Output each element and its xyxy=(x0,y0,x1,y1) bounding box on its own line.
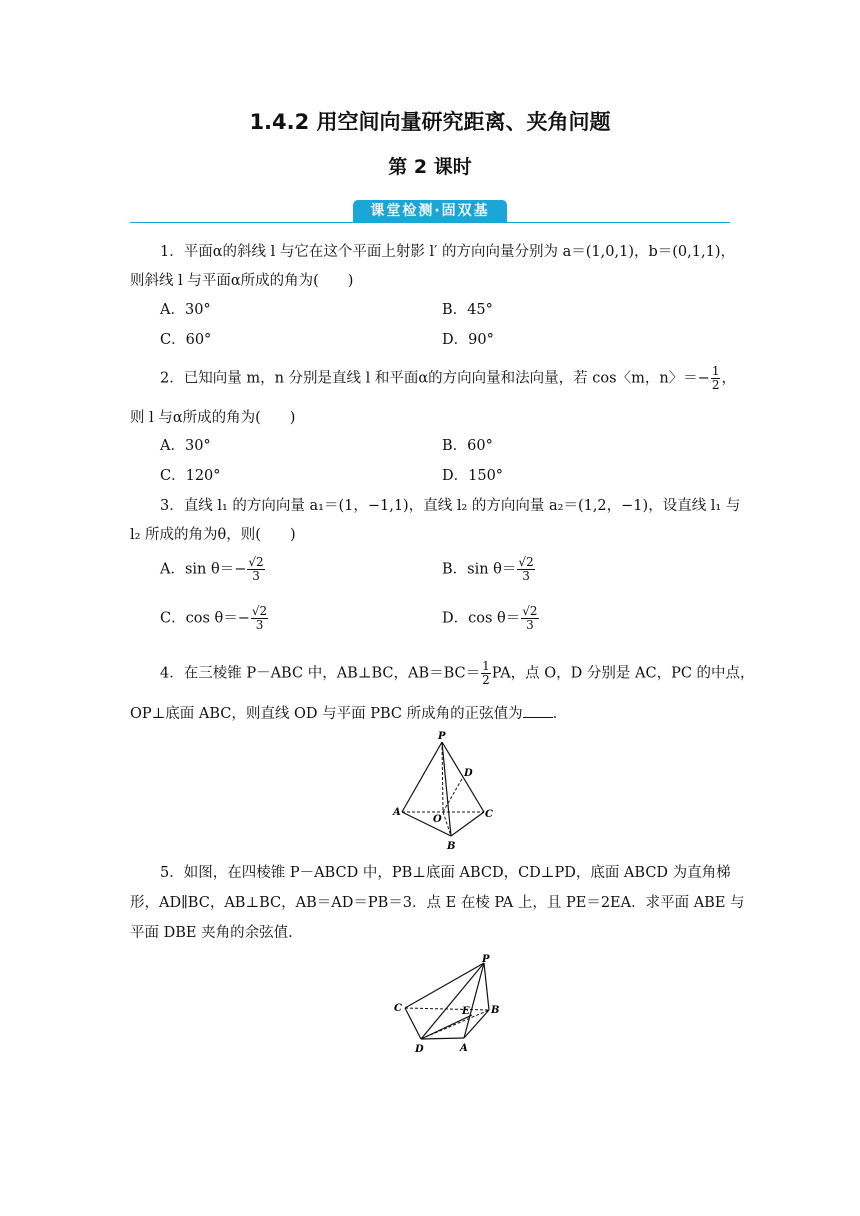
q3-option-d-text: D．cos θ＝ xyxy=(442,610,521,627)
q3-option-c-numerator: √2 xyxy=(251,604,268,618)
q3-option-b-numerator: √2 xyxy=(518,555,534,569)
q1-option-c: C．60° xyxy=(160,332,212,348)
page-title: 1.4.2 用空间向量研究距离、夹角问题 xyxy=(249,110,611,134)
q3-option-c-fraction xyxy=(251,605,268,632)
q4-line-1-text: 4．在三棱锥 P－ABC 中，AB⊥BC，AB＝BC＝ xyxy=(160,665,481,682)
q2-line-1-text: 2．已知向量 m，n 分别是直线 l 和平面α的方向向量和法向量，若 cos〈m，n〉＝− xyxy=(160,370,710,387)
q3-option-a-numerator: √2 xyxy=(248,555,264,569)
q4-fraction-numerator: 1 xyxy=(482,659,490,673)
q3-line-1: 3．直线 l₁ 的方向向量 a₁＝(1，−1,1)，直线 l₂ 的方向向量 a₂＝(1,2，−1)，设直线 l₁ 与 xyxy=(160,498,741,514)
q3-option-b-denominator: 3 xyxy=(522,569,530,583)
q1-option-a: A．30° xyxy=(160,302,211,318)
section-divider xyxy=(130,222,730,223)
q5-label-b: B xyxy=(491,1005,500,1016)
q5-label-e: E xyxy=(462,1006,470,1017)
q5-label-p: P xyxy=(482,954,490,965)
q4-line-2 xyxy=(130,703,567,724)
q5-line-3: 平面 DBE 夹角的余弦值． xyxy=(130,925,303,941)
q2-option-b: B．60° xyxy=(442,438,493,454)
q3-option-d xyxy=(442,605,540,632)
q4-label-d: D xyxy=(464,768,473,779)
q3-option-c xyxy=(160,605,269,632)
q4-line-2-tail: ． xyxy=(552,706,568,722)
q3-option-d-numerator: √2 xyxy=(522,604,538,618)
q3-option-a-fraction xyxy=(247,556,264,583)
q4-label-a: A xyxy=(393,807,401,818)
q3-option-a-denominator: 3 xyxy=(252,569,260,583)
q2-line-1 xyxy=(160,365,736,392)
q4-line-1-tail: PA，点 O，D 分别是 AC，PC 的中点， xyxy=(491,665,755,682)
q3-option-d-denominator: 3 xyxy=(526,618,534,632)
section-banner: 课堂检测·固双基 xyxy=(353,200,507,222)
q3-option-c-denominator: 3 xyxy=(255,618,264,632)
q2-option-a: A．30° xyxy=(160,438,211,454)
q3-option-b xyxy=(442,556,536,583)
q5-label-d: D xyxy=(415,1044,424,1055)
q3-option-d-fraction xyxy=(521,605,538,632)
q2-line-2: 则 l 与α所成的角为( ) xyxy=(130,410,296,426)
q4-line-2-text: OP⊥底面 ABC，则直线 OD 与平面 PBC 所成角的正弦值为 xyxy=(130,706,523,722)
q3-option-b-fraction xyxy=(517,556,534,583)
q5-line-1: 5．如图，在四棱锥 P－ABCD 中，PB⊥底面 ABCD，CD⊥PD，底面 ABCD 为直角梯 xyxy=(160,865,731,881)
q4-label-c: C xyxy=(485,809,493,820)
q2-fraction-numerator: 1 xyxy=(711,364,720,378)
q4-label-p: P xyxy=(438,731,446,742)
q2-line-1-tail: ， xyxy=(721,370,736,387)
page-subtitle: 第 2 课时 xyxy=(388,156,472,178)
q4-label-o: O xyxy=(433,814,442,825)
q5-label-a: A xyxy=(460,1043,468,1054)
q4-label-b: B xyxy=(447,841,456,852)
q1-line-1: 1．平面α的斜线 l 与它在这个平面上射影 l′ 的方向向量分别为 a＝(1,0,1)，b＝(0,1,1)， xyxy=(160,244,735,260)
q4-line-1 xyxy=(160,660,755,687)
q1-option-b: B．45° xyxy=(442,302,493,318)
q1-option-d: D．90° xyxy=(442,332,494,348)
q2-option-c: C．120° xyxy=(160,468,221,484)
q4-answer-blank[interactable] xyxy=(523,703,553,718)
q3-option-a xyxy=(160,556,266,583)
q3-option-b-text: B．sin θ＝ xyxy=(442,561,517,578)
q1-line-2: 则斜线 l 与平面α所成的角为( ) xyxy=(130,273,354,289)
q5-label-c: C xyxy=(394,1003,402,1014)
q5-line-2: 形，AD∥BC，AB⊥BC，AB＝AD＝PB＝3．点 E 在棱 PA 上，且 PE＝2EA．求平面 ABE 与 xyxy=(130,895,745,911)
q2-fraction-denominator: 2 xyxy=(711,378,720,392)
q4-fraction-denominator: 2 xyxy=(482,673,490,687)
q4-pyramid-figure xyxy=(385,728,495,853)
q3-line-2: l₂ 所成的角为θ，则( ) xyxy=(130,527,296,543)
q2-option-d: D．150° xyxy=(442,468,504,484)
q4-fraction xyxy=(481,660,491,687)
q2-fraction xyxy=(711,365,721,392)
q3-option-a-text: A．sin θ＝− xyxy=(160,561,247,578)
q3-option-c-text: C．cos θ＝− xyxy=(160,610,250,627)
q5-pyramid-figure xyxy=(388,953,506,1057)
